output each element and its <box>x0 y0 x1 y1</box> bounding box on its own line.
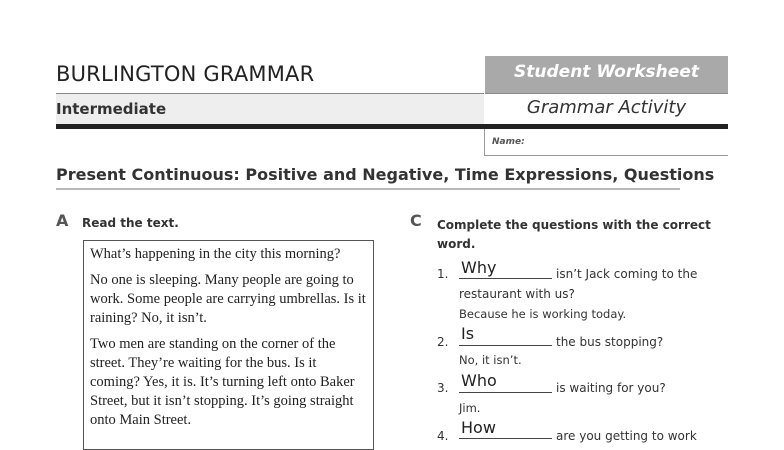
answer-blank <box>459 438 552 439</box>
section-a-letter: A <box>56 211 69 230</box>
question-text: is waiting for you? <box>556 381 666 395</box>
answer-blank <box>459 345 552 346</box>
question-text: the bus stopping? <box>556 335 664 349</box>
question-number: 1. <box>437 267 449 281</box>
question-reply: Jim. <box>459 401 481 415</box>
answer-text[interactable]: How <box>461 418 496 437</box>
reading-paragraph: Two men are standing on the corner of the street. They’re waiting for the bus. Is it coming? Yes, it is. It’s turning left onto Baker Street, but it isn’t stopping. It’s going straight onto Main Street. <box>90 336 355 428</box>
name-label: Name: <box>492 137 525 147</box>
activity-title: Grammar Activity <box>526 97 687 118</box>
reading-text-box <box>83 240 374 450</box>
answer-blank <box>459 392 552 393</box>
question-number: 4. <box>437 429 449 443</box>
question-text: are you getting to work <box>556 429 697 443</box>
brand-title: BURLINGTON GRAMMAR <box>56 62 315 86</box>
question-text: restaurant with us? <box>459 287 575 301</box>
question-reply: Because he is working today. <box>459 307 627 321</box>
question-reply: No, it isn’t. <box>459 353 522 367</box>
question-number: 2. <box>437 335 449 349</box>
section-c-letter: C <box>410 211 422 230</box>
answer-blank <box>459 278 552 279</box>
topic-underline <box>56 188 680 190</box>
topic-heading: Present Continuous: Positive and Negative, Time Expressions, Questions <box>56 165 715 184</box>
worksheet-title: Student Worksheet <box>514 62 699 82</box>
answer-text[interactable]: Why <box>461 258 497 277</box>
divider <box>485 93 728 94</box>
section-c-instruction: Complete the questions with the correct word. <box>437 218 711 251</box>
section-a-instruction: Read the text. <box>82 216 179 230</box>
question-number: 3. <box>437 381 449 395</box>
reading-paragraph: What’s happening in the city this morning? <box>90 246 341 262</box>
reading-paragraph: No one is sleeping. Many people are going to work. Some people are carrying umbrellas. Is it raining? No, it isn’t. <box>90 272 366 326</box>
level-label: Intermediate <box>56 100 167 118</box>
answer-text[interactable]: Who <box>461 371 497 390</box>
question-text: isn’t Jack coming to the <box>556 267 698 281</box>
answer-text[interactable]: Is <box>461 324 475 343</box>
